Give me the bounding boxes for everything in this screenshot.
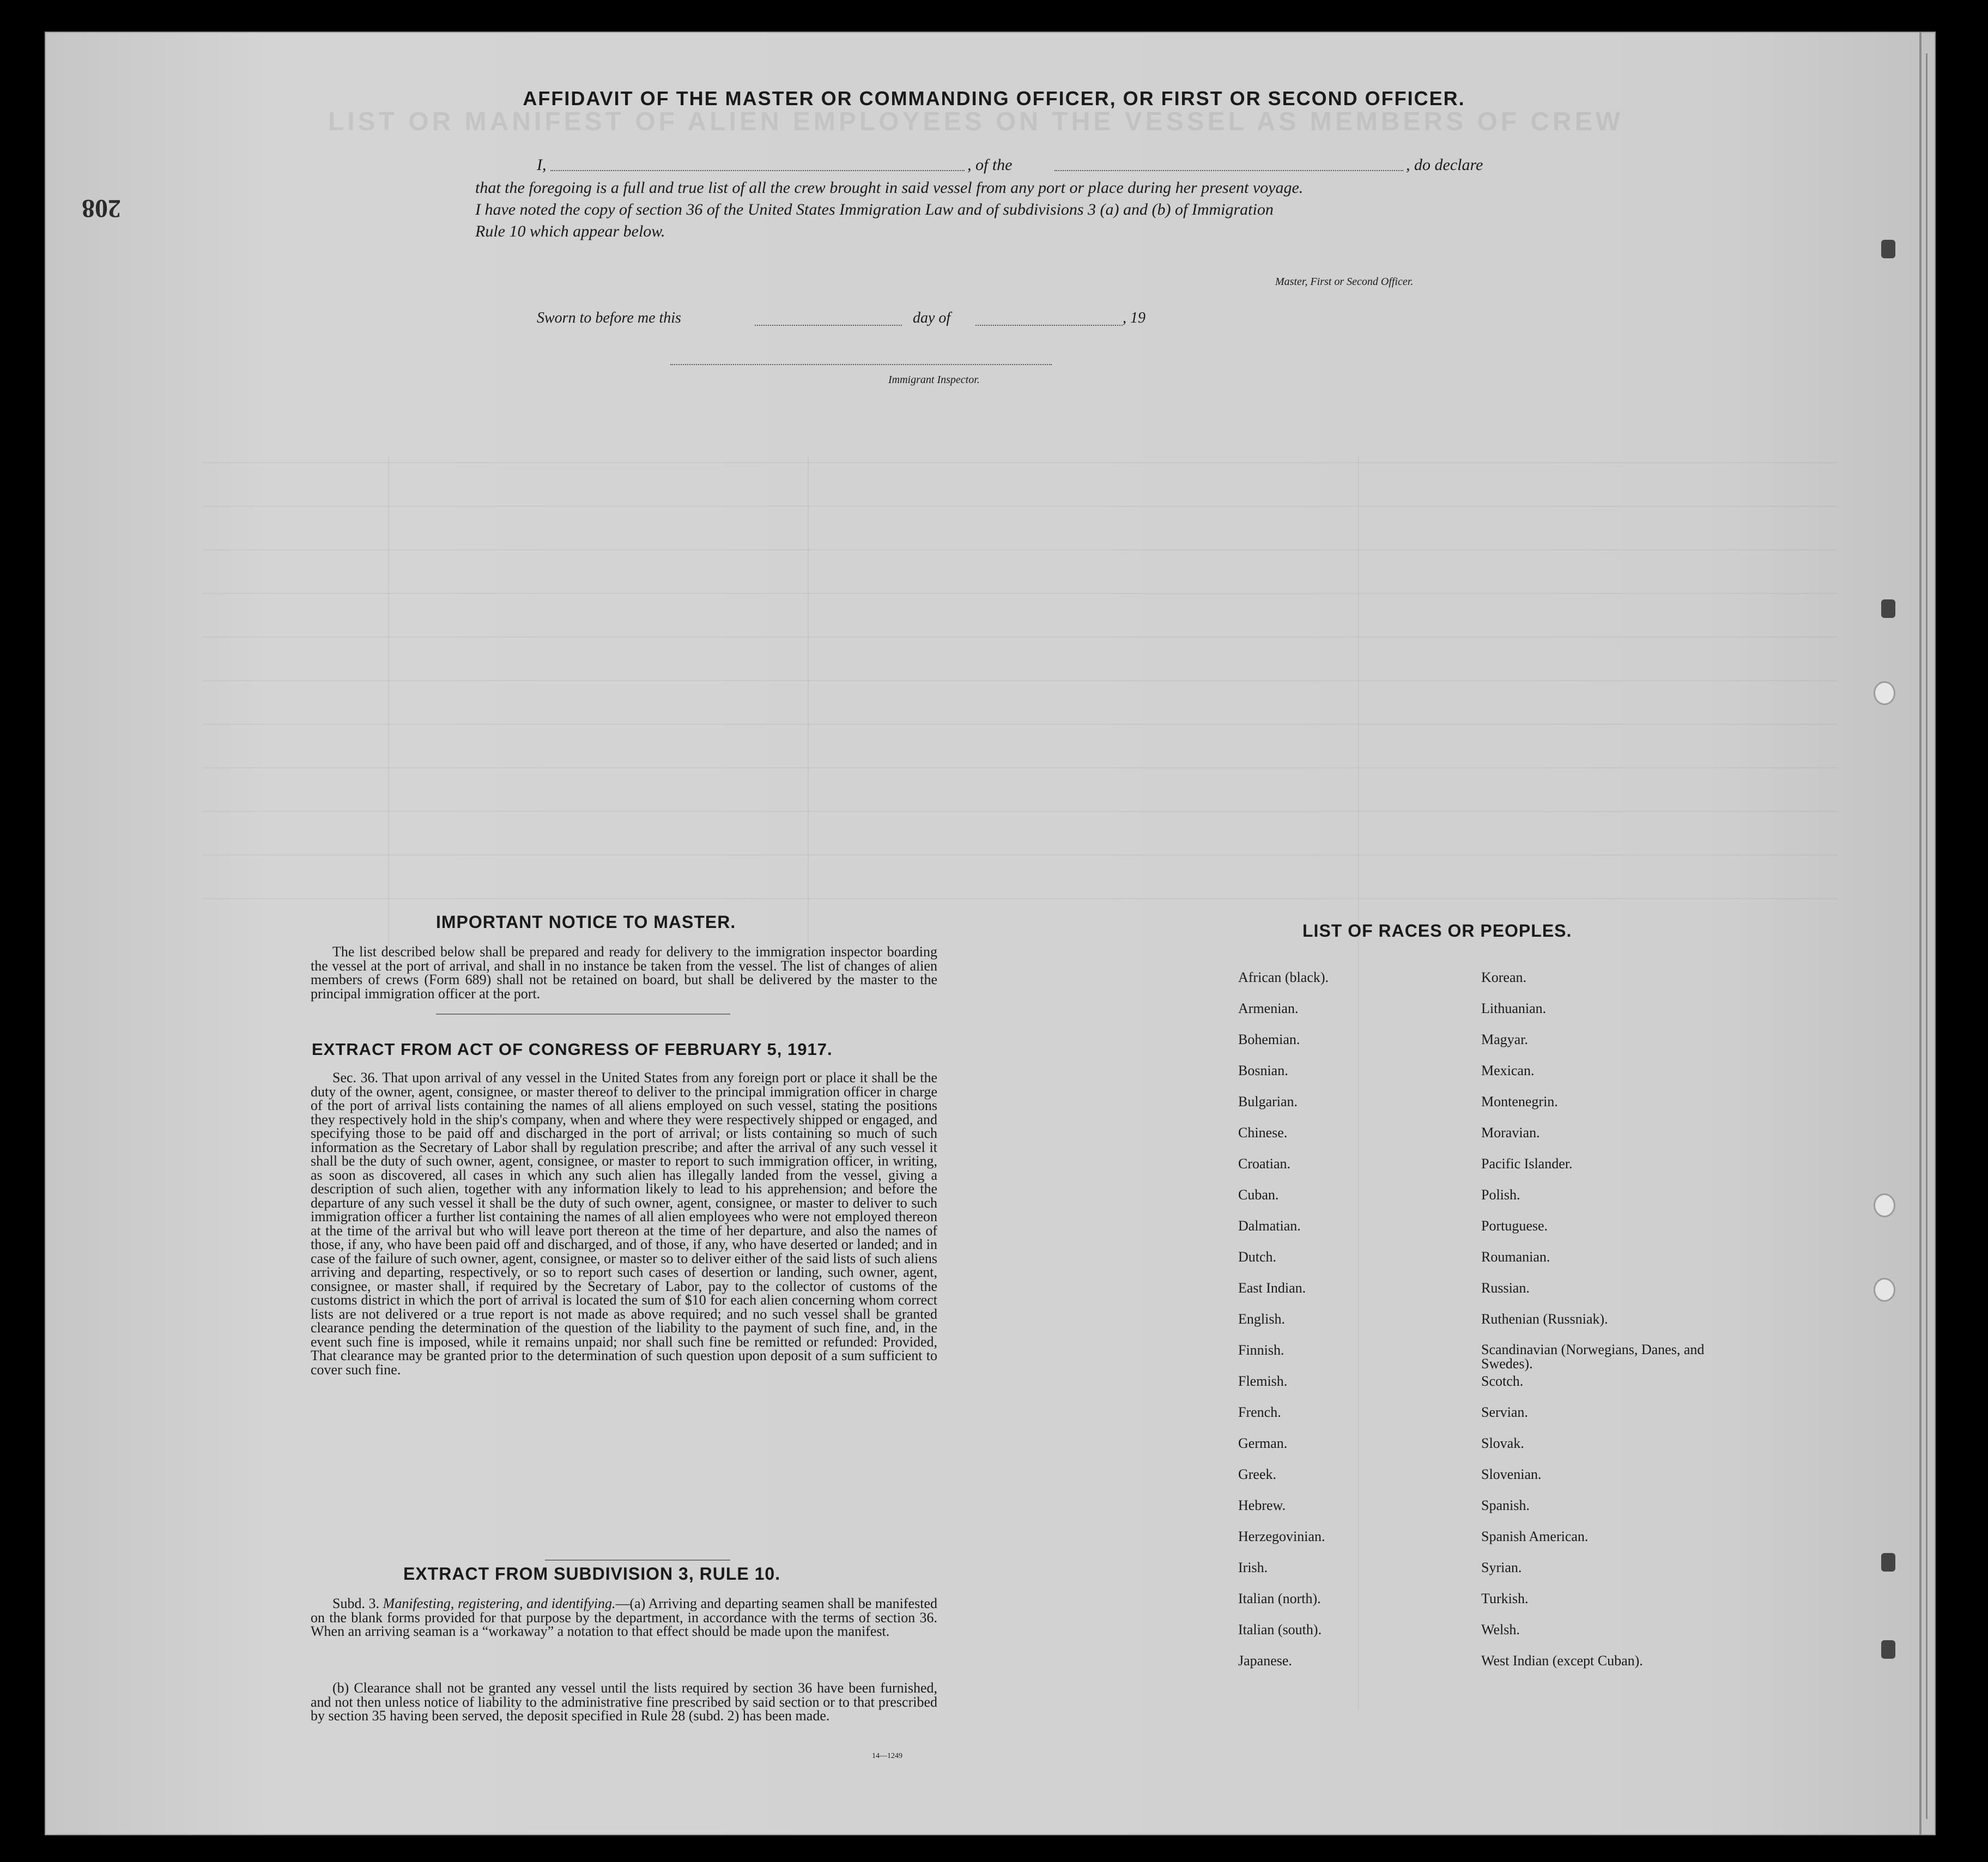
page-edge-stack	[1919, 32, 1922, 1835]
race-item: Roumanian.	[1481, 1249, 1550, 1265]
race-item: French.	[1238, 1404, 1281, 1420]
races-heading: LIST OF RACES OR PEOPLES.	[1302, 921, 1572, 941]
bleed-through-rule	[203, 854, 1838, 856]
vessel-blank[interactable]	[1054, 170, 1403, 171]
race-item: English.	[1238, 1311, 1285, 1327]
affidavit-do-declare: , do declare	[1406, 156, 1483, 174]
race-item: Armenian.	[1238, 1000, 1299, 1016]
race-item: Chinese.	[1238, 1125, 1288, 1141]
affidavit-line-4: Rule 10 which appear below.	[475, 222, 665, 240]
race-item: Montenegrin.	[1481, 1094, 1558, 1109]
punch-hole	[1874, 681, 1895, 705]
month-blank[interactable]	[975, 325, 1123, 326]
race-item: East Indian.	[1238, 1280, 1306, 1296]
bleed-through-column	[808, 457, 809, 947]
affidavit-title: AFFIDAVIT OF THE MASTER OR COMMANDING OFFICER, OR FIRST OR SECOND OFFICER.	[523, 87, 1465, 110]
punch-hole	[1874, 1193, 1895, 1217]
bleed-through-rule	[203, 680, 1838, 681]
race-item: German.	[1238, 1435, 1288, 1451]
race-item: Bohemian.	[1238, 1032, 1300, 1047]
form-number: 14—1249	[872, 1752, 902, 1760]
race-item: Welsh.	[1481, 1622, 1520, 1637]
race-item: Flemish.	[1238, 1373, 1288, 1389]
affidavit-line-3: I have noted the copy of section 36 of the United States Immigration Law and of subdivisions 3 (a) and (b) of Immigration	[475, 201, 1274, 219]
race-item: Polish.	[1481, 1187, 1520, 1203]
race-item: Servian.	[1481, 1404, 1528, 1420]
punch-hole	[1874, 1278, 1895, 1302]
race-item: Italian (south).	[1238, 1622, 1322, 1637]
bleed-through-rule	[203, 636, 1838, 638]
race-item: Syrian.	[1481, 1560, 1522, 1575]
binder-tab	[1881, 599, 1895, 618]
name-blank[interactable]	[550, 170, 965, 171]
race-item: Finnish.	[1238, 1342, 1284, 1358]
day-blank[interactable]	[755, 325, 902, 326]
races-right-column	[1481, 970, 1710, 1684]
extract-rule-heading: EXTRACT FROM SUBDIVISION 3, RULE 10.	[403, 1564, 781, 1584]
race-item: Dutch.	[1238, 1249, 1277, 1265]
race-item: Portuguese.	[1481, 1218, 1548, 1234]
race-item: Bosnian.	[1238, 1063, 1288, 1078]
race-item: Moravian.	[1481, 1125, 1540, 1141]
bleed-through-rule	[203, 724, 1838, 725]
inspector-signature-line[interactable]	[670, 364, 1052, 365]
bleed-through-rule	[203, 462, 1838, 463]
bleed-through-text: LIST OR MANIFEST OF ALIEN EMPLOYEES ON THE VESSEL AS MEMBERS OF CREW	[328, 107, 1624, 136]
race-item: Lithuanian.	[1481, 1000, 1547, 1016]
race-item: African (black).	[1238, 969, 1329, 985]
page-edge-stack	[1926, 53, 1928, 1819]
race-item: Greek.	[1238, 1466, 1277, 1482]
bleed-through-column	[1358, 457, 1359, 1710]
race-item: Dalmatian.	[1238, 1218, 1301, 1234]
binder-tab	[1881, 1640, 1895, 1659]
binder-tab	[1881, 240, 1895, 258]
extract-act-text: Sec. 36. That upon arrival of any vessel in the United States from any foreign port or place it shall be the duty of the owner, agent, consignee, or master thereof to deliver to the principal immigration officer in charge of the port of arrival lists containing the names of all aliens employed on such vessel, stating the positions they respectively hold in the ship's company, when and where they were respectively shipped or engaged, and specifying those to be paid off and discharged in the port of arrival; or lists containing so much of such information as the Secretary of Labor shall by regulation prescribe; and after the arrival of any such vessel it shall be the duty of such owner, agent, consignee, or master to report to such immigration officer, in writing, as soon as discovered, all cases in which any such alien has illegally landed from the vessel, giving a description of such alien, together with any information likely to lead to his apprehension; and before the departure of any such vessel it shall be the duty of such owner, agent, consignee, or master to deliver to such immigration officer a further list containing the names of all alien employees who were not employed thereon at the time of the arrival but who will leave port thereon at the time of her departure, and also the names of those, if any, who have been paid off and discharged, and of those, if any, who have deserted or landed; and in case of the failure of such owner, agent, consignee, or master so to deliver either of the said lists of such aliens arriving and departing, respectively, or so to report such cases of desertion or landing, such owner, agent, consignee, or master shall, if required by the Secretary of Labor, pay to the collector of customs of the customs district in which the port of arrival is located the sum of $10 for each alien concerning whom correct lists are not delivered or a true report is not made as above required; and no such vessel shall be granted clearance pending the determination of the question of the liability to the payment of such fine, and, in the event such fine is imposed, while it remains unpaid; nor shall such fine be remitted or refunded: Provided, That clearance may be granted prior to the determination of such question upon deposit of a sum sufficient to cover such fine.	[311, 1070, 937, 1378]
race-item: Hebrew.	[1238, 1497, 1286, 1513]
binder-tab	[1881, 1553, 1895, 1572]
bleed-through-rule	[203, 506, 1838, 507]
race-item: Irish.	[1238, 1560, 1268, 1575]
race-item: Russian.	[1481, 1280, 1530, 1296]
day-of-text: day of	[913, 310, 951, 326]
subd-title: Manifesting, registering, and identifying.	[383, 1596, 616, 1611]
race-item: Slovenian.	[1481, 1466, 1542, 1482]
race-item: Slovak.	[1481, 1435, 1524, 1451]
notice-heading: IMPORTANT NOTICE TO MASTER.	[436, 912, 736, 932]
affidavit-i: I,	[537, 156, 547, 174]
bleed-through-rule	[203, 549, 1838, 550]
affidavit-line-2: that the foregoing is a full and true list of all the crew brought in said vessel from any port or place during her present voyage.	[475, 179, 1304, 197]
subd-label: Subd. 3.	[332, 1596, 380, 1611]
race-item: Turkish.	[1481, 1591, 1529, 1606]
race-item: Spanish American.	[1481, 1529, 1589, 1544]
sworn-text: Sworn to before me this	[537, 310, 681, 326]
year-text: , 19	[1123, 310, 1145, 326]
extract-rule-para-a	[311, 1597, 937, 1639]
bleed-through-rule	[203, 811, 1838, 812]
affidavit-of-the: , of the	[967, 156, 1013, 174]
race-item: Mexican.	[1481, 1063, 1535, 1078]
extract-rule-para-b: (b) Clearance shall not be granted any vessel until the lists required by section 36 have been furnished, and not then unless notice of liability to the administrative fine prescribed by said section or to that prescribed by section 35 having been served, the deposit specified in Rule 28 (subd. 2) has been made.	[311, 1680, 937, 1724]
race-item: Italian (north).	[1238, 1591, 1321, 1606]
race-item: Magyar.	[1481, 1032, 1528, 1047]
race-item: Scotch.	[1481, 1373, 1524, 1389]
race-item: Ruthenian (Russniak).	[1481, 1311, 1608, 1327]
race-item: Cuban.	[1238, 1187, 1279, 1203]
race-item: Korean.	[1481, 969, 1527, 985]
handwritten-margin-note: 208	[82, 194, 121, 223]
race-item: Herzegovinian.	[1238, 1529, 1325, 1544]
notice-text: The list described below shall be prepared and ready for delivery to the immigration inspector boarding the vessel at the port of arrival, and shall in no instance be taken from the vessel. The list of changes of alien members of crews (Form 689) shall not be retained on board, but shall be delivered by the master to the principal immigration officer at the port.	[311, 944, 937, 1002]
race-item: Spanish.	[1481, 1497, 1530, 1513]
bleed-through-rule	[203, 593, 1838, 594]
race-item: West Indian (except Cuban).	[1481, 1653, 1643, 1669]
bleed-through-rule	[203, 767, 1838, 768]
section-rule	[545, 1560, 730, 1561]
race-item: Scandinavian (Norwegians, Danes, and Swedes).	[1481, 1342, 1705, 1372]
race-item: Japanese.	[1238, 1653, 1292, 1669]
race-item: Bulgarian.	[1238, 1094, 1298, 1109]
master-signature-caption: Master, First or Second Officer.	[1275, 276, 1414, 288]
race-item: Pacific Islander.	[1481, 1156, 1573, 1172]
races-left-column	[1238, 970, 1329, 1684]
bleed-through-rule	[203, 898, 1838, 899]
section-rule	[436, 1014, 730, 1015]
race-item: Croatian.	[1238, 1156, 1291, 1172]
inspector-caption: Immigrant Inspector.	[888, 374, 980, 386]
extract-act-heading: EXTRACT FROM ACT OF CONGRESS OF FEBRUARY 5, 1917.	[312, 1040, 833, 1059]
bleed-through-column	[388, 457, 389, 947]
subd-para-a-text: —(a) Arriving and departing seamen shall be manifested on the blank forms provided for that purpose by the department, in accordance with the terms of section 36. When an arriving seaman is a “workaway” a notation to that effect should be made upon the manifest.	[311, 1596, 937, 1639]
